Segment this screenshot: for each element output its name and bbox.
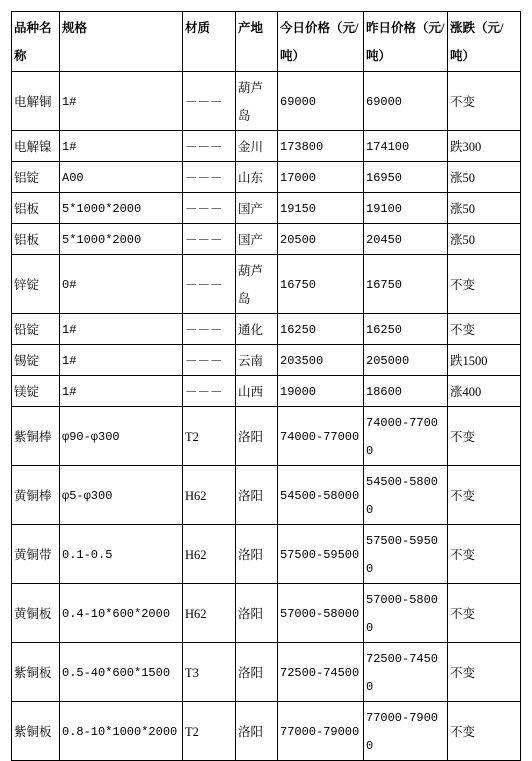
table-row (12, 584, 521, 643)
cell-origin: 洛阳 (236, 584, 278, 643)
cell-variety: 紫铜棒 (12, 407, 60, 466)
cell-origin: 国产 (236, 224, 278, 255)
cell-change: 跌1500 (448, 345, 521, 376)
cell-today-price: 54500-58000 (278, 466, 364, 525)
price-table-container (11, 11, 521, 761)
cell-material: H62 (183, 525, 236, 584)
cell-spec: 1# (60, 72, 183, 131)
cell-spec: 1# (60, 131, 183, 162)
cell-change: 不变 (448, 407, 521, 466)
cell-variety: 黄铜板 (12, 584, 60, 643)
cell-spec: 5*1000*2000 (60, 224, 183, 255)
cell-material: －－－ (183, 193, 236, 224)
cell-origin: 通化 (236, 314, 278, 345)
cell-origin: 洛阳 (236, 407, 278, 466)
table-row (12, 702, 521, 761)
cell-origin: 洛阳 (236, 702, 278, 761)
cell-today-price: 19150 (278, 193, 364, 224)
cell-today-price: 16750 (278, 255, 364, 314)
cell-material: －－－ (183, 314, 236, 345)
cell-today-price: 72500-74500 (278, 643, 364, 702)
header-today-price: 今日价格（元/吨） (278, 12, 364, 72)
header-material: 材质 (183, 12, 236, 72)
header-origin: 产地 (236, 12, 278, 72)
table-row (12, 193, 521, 224)
cell-today-price: 173800 (278, 131, 364, 162)
cell-yesterday-price: 18600 (364, 376, 448, 407)
cell-variety: 锡锭 (12, 345, 60, 376)
cell-material: －－－ (183, 72, 236, 131)
cell-today-price: 16250 (278, 314, 364, 345)
cell-spec: 0.5-40*600*1500 (60, 643, 183, 702)
table-row (12, 72, 521, 131)
cell-yesterday-price: 174100 (364, 131, 448, 162)
cell-change: 不变 (448, 314, 521, 345)
cell-today-price: 77000-79000 (278, 702, 364, 761)
table-row (12, 407, 521, 466)
cell-origin: 山东 (236, 162, 278, 193)
cell-material: T3 (183, 643, 236, 702)
cell-today-price: 203500 (278, 345, 364, 376)
header-yesterday-price: 昨日价格（元/吨） (364, 12, 448, 72)
cell-yesterday-price: 57000-58000 (364, 584, 448, 643)
cell-yesterday-price: 16250 (364, 314, 448, 345)
cell-yesterday-price: 57500-59500 (364, 525, 448, 584)
cell-origin: 金川 (236, 131, 278, 162)
cell-yesterday-price: 54500-58000 (364, 466, 448, 525)
cell-spec: φ90-φ300 (60, 407, 183, 466)
table-row (12, 643, 521, 702)
table-row (12, 376, 521, 407)
cell-origin: 云南 (236, 345, 278, 376)
cell-origin: 洛阳 (236, 643, 278, 702)
cell-variety: 锌锭 (12, 255, 60, 314)
cell-today-price: 74000-77000 (278, 407, 364, 466)
cell-change: 不变 (448, 643, 521, 702)
cell-variety: 黄铜棒 (12, 466, 60, 525)
cell-change: 不变 (448, 72, 521, 131)
cell-today-price: 20500 (278, 224, 364, 255)
header-spec: 规格 (60, 12, 183, 72)
cell-origin: 葫芦岛 (236, 72, 278, 131)
cell-yesterday-price: 74000-77000 (364, 407, 448, 466)
cell-spec: 0.1-0.5 (60, 525, 183, 584)
cell-origin: 国产 (236, 193, 278, 224)
cell-spec: 1# (60, 345, 183, 376)
cell-material: H62 (183, 466, 236, 525)
cell-change: 不变 (448, 466, 521, 525)
cell-today-price: 69000 (278, 72, 364, 131)
cell-origin: 山西 (236, 376, 278, 407)
cell-change: 涨50 (448, 193, 521, 224)
cell-origin: 洛阳 (236, 466, 278, 525)
cell-yesterday-price: 19100 (364, 193, 448, 224)
cell-today-price: 19000 (278, 376, 364, 407)
cell-variety: 紫铜板 (12, 702, 60, 761)
cell-yesterday-price: 69000 (364, 72, 448, 131)
cell-change: 不变 (448, 584, 521, 643)
cell-today-price: 17000 (278, 162, 364, 193)
cell-yesterday-price: 77000-79000 (364, 702, 448, 761)
cell-yesterday-price: 72500-74500 (364, 643, 448, 702)
cell-today-price: 57500-59500 (278, 525, 364, 584)
table-row (12, 224, 521, 255)
cell-spec: 1# (60, 376, 183, 407)
cell-yesterday-price: 16950 (364, 162, 448, 193)
table-row (12, 255, 521, 314)
header-variety: 品种名称 (12, 12, 60, 72)
cell-yesterday-price: 16750 (364, 255, 448, 314)
cell-change: 不变 (448, 525, 521, 584)
table-row (12, 131, 521, 162)
cell-variety: 紫铜板 (12, 643, 60, 702)
cell-material: H62 (183, 584, 236, 643)
header-change: 涨跌（元/吨） (448, 12, 521, 72)
table-row (12, 466, 521, 525)
cell-variety: 电解铜 (12, 72, 60, 131)
table-row (12, 314, 521, 345)
cell-material: －－－ (183, 376, 236, 407)
cell-change: 涨50 (448, 224, 521, 255)
cell-today-price: 57000-58000 (278, 584, 364, 643)
cell-change: 涨50 (448, 162, 521, 193)
cell-spec: 0# (60, 255, 183, 314)
header-row (12, 12, 521, 72)
table-row (12, 525, 521, 584)
cell-material: T2 (183, 407, 236, 466)
cell-variety: 铝锭 (12, 162, 60, 193)
cell-change: 跌300 (448, 131, 521, 162)
table-row (12, 345, 521, 376)
table-row (12, 162, 521, 193)
cell-material: －－－ (183, 224, 236, 255)
metal-price-table (11, 11, 521, 761)
cell-change: 不变 (448, 702, 521, 761)
cell-yesterday-price: 20450 (364, 224, 448, 255)
cell-variety: 电解镍 (12, 131, 60, 162)
cell-change: 不变 (448, 255, 521, 314)
cell-variety: 铝板 (12, 224, 60, 255)
cell-yesterday-price: 205000 (364, 345, 448, 376)
cell-material: －－－ (183, 131, 236, 162)
cell-spec: 0.4-10*600*2000 (60, 584, 183, 643)
cell-material: －－－ (183, 345, 236, 376)
cell-material: －－－ (183, 255, 236, 314)
cell-material: －－－ (183, 162, 236, 193)
cell-material: T2 (183, 702, 236, 761)
cell-variety: 黄铜带 (12, 525, 60, 584)
cell-spec: A00 (60, 162, 183, 193)
cell-origin: 洛阳 (236, 525, 278, 584)
cell-change: 涨400 (448, 376, 521, 407)
cell-spec: 5*1000*2000 (60, 193, 183, 224)
cell-origin: 葫芦岛 (236, 255, 278, 314)
cell-variety: 铝板 (12, 193, 60, 224)
cell-spec: 1# (60, 314, 183, 345)
cell-variety: 镁锭 (12, 376, 60, 407)
cell-variety: 铅锭 (12, 314, 60, 345)
cell-spec: φ5-φ300 (60, 466, 183, 525)
cell-spec: 0.8-10*1000*2000 (60, 702, 183, 761)
